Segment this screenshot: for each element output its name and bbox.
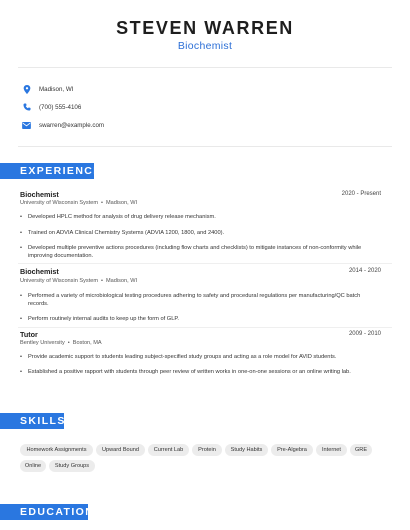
contact-location (22, 83, 73, 95)
job-organization: Bentley University • Boston, MA (20, 340, 102, 346)
email-icon (22, 121, 31, 130)
skill-chip: Study Habits (225, 444, 268, 456)
candidate-role: Biochemist (177, 40, 233, 52)
skill-chip: Protein (192, 444, 222, 456)
skill-chip: Online (20, 460, 46, 472)
education-heading: EDUCATION (0, 504, 88, 520)
job-org-name: Bentley University (20, 340, 65, 346)
job-organization: University of Wisconsin System • Madison, WI (20, 278, 138, 284)
skill-chip: GRE (350, 444, 372, 456)
job-title: Biochemist (20, 267, 59, 276)
job-organization: University of Wisconsin System • Madison, WI (20, 200, 138, 206)
contact-email (22, 119, 104, 131)
job-bullet: • Established a positive rapport with students through peer review of written works in one-on-one sessions or an online writing lab. (20, 369, 351, 375)
job-org-name: University of Wisconsin System (20, 200, 99, 206)
experience-heading: EXPERIENCE (0, 163, 94, 179)
phone-icon (22, 103, 31, 112)
contact-phone-text: (700) 555-4106 (39, 103, 82, 111)
contact-location-text: Madison, WI (39, 85, 74, 93)
skill-chip: Internet (316, 444, 347, 456)
job-dates: 2020 - Present (341, 191, 381, 197)
job-bullet: • Provide academic support to students leading subject-specified study groups and acting as a role model for AVID students. (20, 354, 337, 360)
contact-phone (22, 101, 81, 113)
job-divider (18, 327, 392, 328)
job-org-location: Madison, WI (106, 278, 138, 284)
job-bullet: • Developed multiple preventive actions procedures (including flow charts and checklists) to mitigate instances of non-conformity while improving documentation. (20, 245, 362, 259)
candidate-name: STEVEN WARREN (116, 18, 294, 38)
skills-heading: SKILLS (0, 413, 64, 429)
skill-chip: Pre-Algebra (271, 444, 313, 456)
job-org-location: Madison, WI (106, 200, 138, 206)
job-title: Tutor (20, 330, 38, 339)
job-bullet: • Performed a variety of microbiological testing procedures adhering to safety and procedural regulations per manufacturing/QC batch records. (20, 293, 361, 307)
job-bullet: • Developed HPLC method for analysis of drug delivery release mechanism. (20, 214, 216, 220)
job-dates: 2014 - 2020 (348, 268, 381, 274)
job-dates: 2009 - 2010 (348, 331, 381, 337)
skill-chip: Study Groups (49, 460, 95, 472)
job-org-name: University of Wisconsin System (20, 278, 99, 284)
job-bullet: • Perform routinely internal audits to keep up the form of GLP. (20, 316, 180, 322)
job-divider (18, 263, 392, 264)
job-bullet: • Trained on ADVIA Clinical Chemistry Systems (ADVIA 1200, 1800, and 2400). (20, 230, 225, 236)
job-title: Biochemist (20, 190, 59, 199)
skill-chip: Upward Bound (96, 444, 145, 456)
contact-email-text: swarren@example.com (39, 121, 105, 129)
location-pin-icon (22, 85, 31, 94)
header-divider (18, 67, 392, 68)
skill-chip: Homework Assignments (20, 444, 93, 456)
job-org-location: Boston, MA (72, 340, 102, 346)
contact-divider (18, 146, 392, 147)
skill-chip: Current Lab (148, 444, 189, 456)
